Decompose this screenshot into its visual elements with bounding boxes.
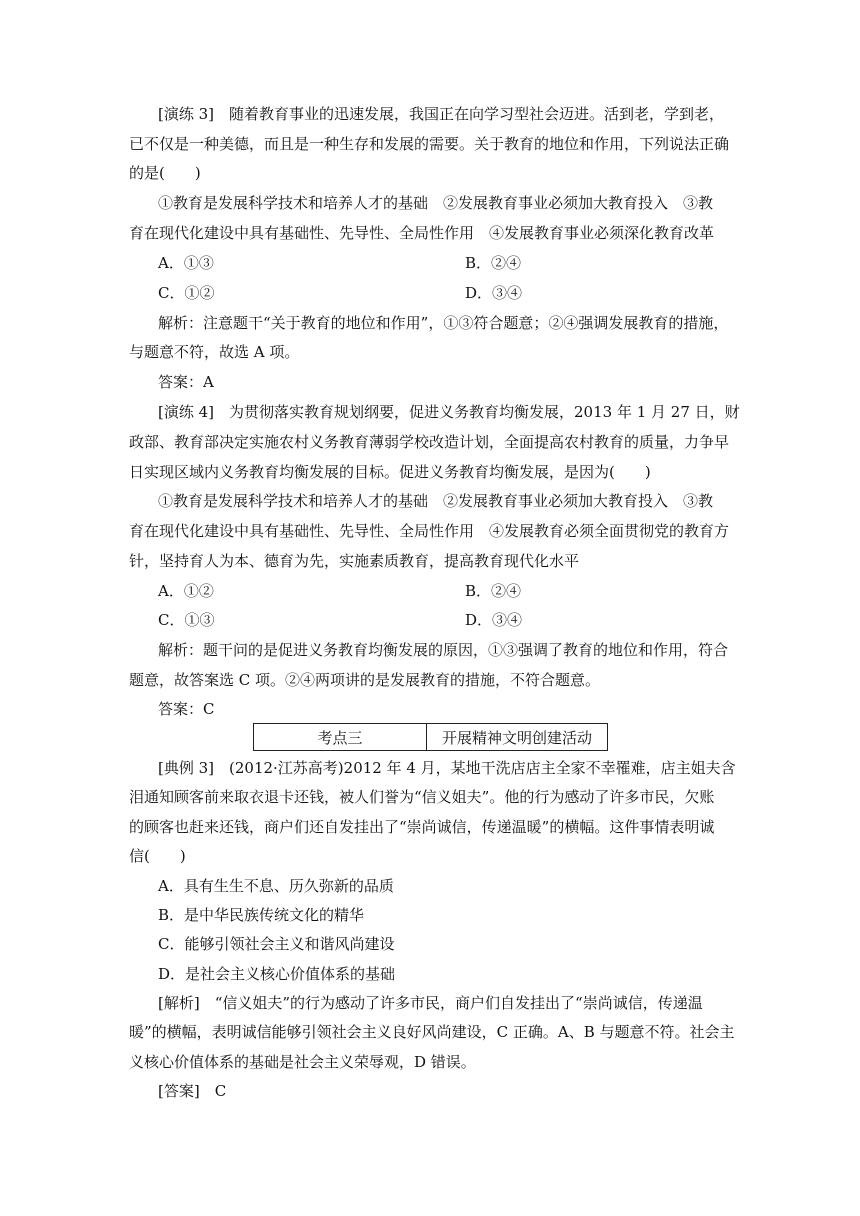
example3-option-b: B．是中华民族传统文化的精华: [158, 906, 365, 924]
drill4-answer: 答案：C: [158, 700, 215, 718]
example3-analysis-line-3: 义核心价值体系的基础是社会主义荣辱观，D 错误。: [129, 1053, 476, 1071]
drill4-option-b: B．②④: [465, 582, 522, 600]
drill3-stem-line-3: 的是( ): [129, 164, 201, 182]
drill4-statements-line-2: 育在现代化建设中具有基础性、先导性、全局性作用 ④发展教育必须全面贯彻党的教育方: [129, 522, 730, 540]
drill3-option-d: D．③④: [465, 284, 523, 302]
drill4-option-d: D．③④: [465, 611, 523, 629]
example3-stem-line-2: 泪通知顾客前来取衣退卡还钱，被人们誉为“信义姐夫”。他的行为感动了许多市民，欠账: [129, 788, 715, 806]
drill3-stem-line-2: 已不仅是一种美德，而且是一种生存和发展的需要。关于教育的地位和作用，下列说法正确: [129, 135, 730, 153]
drill3-statements-line-2: 育在现代化建设中具有基础性、先导性、全局性作用 ④发展教育事业必须深化教育改革: [129, 224, 715, 242]
drill4-stem-line-1: [演练 4] 为贯彻落实教育规划纲要，促进义务教育均衡发展，2013 年 1 月 27 日，财: [158, 403, 740, 421]
section-title: 开展精神文明创建活动: [441, 728, 592, 747]
drill3-option-c: C．①②: [158, 284, 215, 302]
drill3-analysis-line-1: 解析：注意题干“关于教育的地位和作用”，①③符合题意；②④强调发展教育的措施，: [158, 314, 729, 332]
drill3-option-b: B．②④: [465, 254, 522, 272]
drill4-stem-line-2: 政部、教育部决定实施农村义务教育薄弱学校改造计划，全面提高农村教育的质量，力争早: [129, 433, 730, 451]
example3-stem-line-3: 的顾客也赶来还钱，商户们还自发挂出了“崇尚诚信，传递温暖”的横幅。这件事情表明诚: [129, 818, 715, 836]
drill4-analysis-line-1: 解析：题干问的是促进义务教育均衡发展的原因，①③强调了教育的地位和作用，符合: [158, 641, 729, 659]
drill4-analysis-line-2: 题意，故答案选 C 项。②④两项讲的是发展教育的措施，不符合题意。: [129, 671, 601, 689]
drill3-answer: 答案：A: [158, 373, 214, 391]
example3-option-a: A．具有生生不息、历久弥新的品质: [158, 877, 394, 895]
example3-option-c: C．能够引领社会主义和谐风尚建设: [158, 935, 395, 953]
drill4-stem-line-3: 日实现区域内义务教育均衡发展的目标。促进义务教育均衡发展，是因为( ): [129, 463, 651, 481]
example3-analysis-line-2: 暖”的横幅，表明诚信能够引领社会主义良好风尚建设，C 正确。A、B 与题意不符。社会主: [129, 1023, 735, 1041]
section-label: 考点三: [254, 724, 427, 750]
drill3-option-a: A．①③: [158, 254, 214, 272]
example3-stem-line-1: [典例 3] (2012·江苏高考)2012 年 4 月，某地干洗店店主全家不幸罹难，店主姐夫含: [158, 759, 736, 777]
drill4-option-c: C．①③: [158, 611, 215, 629]
example3-answer: [答案] C: [158, 1082, 227, 1100]
example3-stem-line-4: 信( ): [129, 847, 186, 865]
drill4-statements-line-1: ①教育是发展科学技术和培养人才的基础 ②发展教育事业必须加大教育投入 ③教: [158, 492, 714, 510]
drill4-statements-line-3: 针，坚持育人为本、德育为先，实施素质教育，提高教育现代化水平: [129, 552, 580, 570]
example3-analysis-line-1: [解析] “信义姐夫”的行为感动了许多市民，商户们自发挂出了“崇尚诚信，传递温: [158, 994, 703, 1012]
drill3-analysis-line-2: 与题意不符，故选 A 项。: [129, 343, 300, 361]
example3-option-d: D．是社会主义核心价值体系的基础: [158, 965, 396, 983]
drill4-option-a: A．①②: [158, 582, 214, 600]
drill3-stem-line-1: [演练 3] 随着教育事业的迅速发展，我国正在向学习型社会迈进。活到老，学到老，: [158, 105, 725, 123]
section-heading-table: [253, 723, 608, 751]
drill3-statements-line-1: ①教育是发展科学技术和培养人才的基础 ②发展教育事业必须加大教育投入 ③教: [158, 194, 714, 212]
